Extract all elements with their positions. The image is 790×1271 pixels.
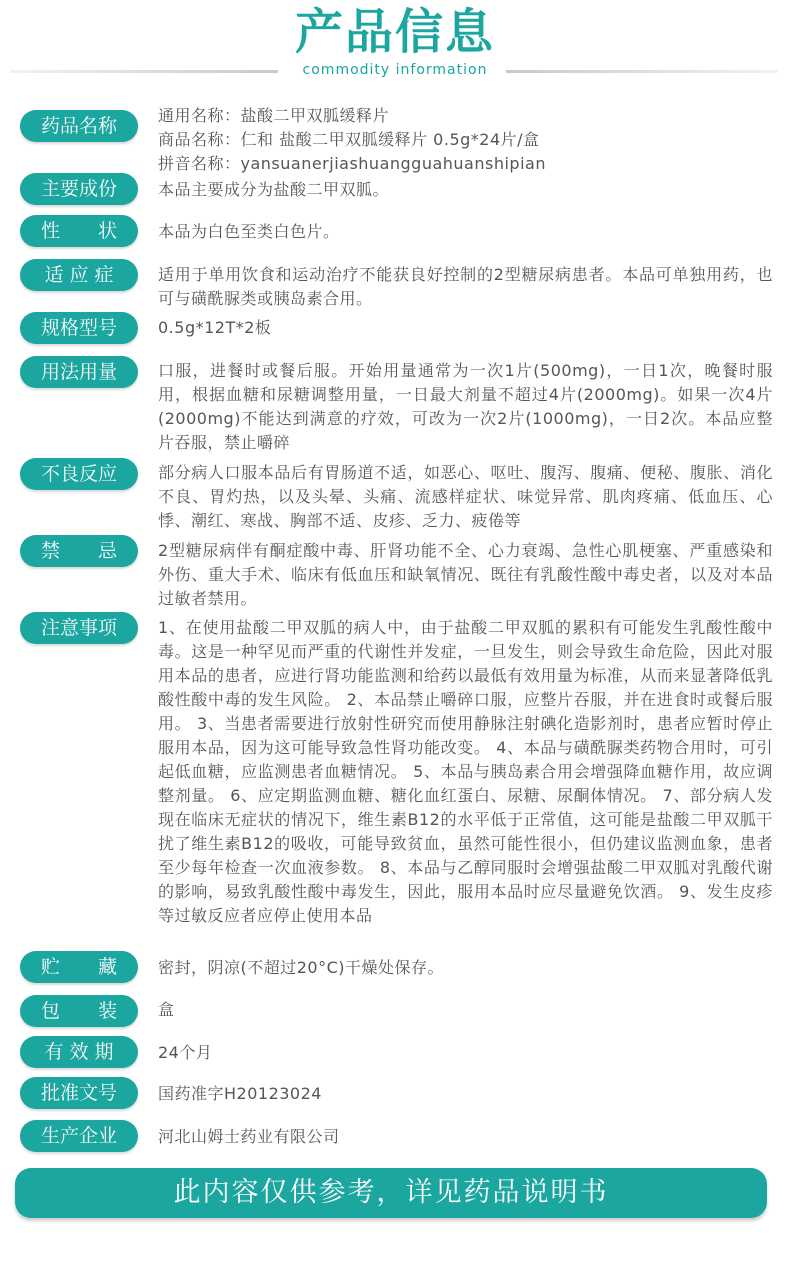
value-precautions: 1、在使用盐酸二甲双胍的病人中，由于盐酸二甲双胍的累积有可能发生乳酸性酸中毒。这是一种罕见而严重的代谢性并发症，一旦发生，则会导致生命危险，因此对服用本品的患者，应进行肾功能监测和给药以最低有效用量为标准，从而来显著降低乳酸性酸中毒的发生风险。 2、本品禁止嚼碎口服，应整片吞服，并在进食时或餐后服用。 3、当患者需要进行放射性研究而使用静脉注射碘化造影剂时，患者应暂时停止服用本品，因为这可能导致急性肾功能改变。 4、本品与磺酰脲类药物合用时，可引起低血糖，应监测患者血糖情况。 5、本品与胰岛素合用会增强降血糖作用，故应调整剂量。 6、应定期监测血糖、糖化血红蛋白、尿糖、尿酮体情况。 7、部分病人发现在临床无症状的情况下，维生素B12的水平低于正常值，这可能是盐酸二甲双胍干扰了维生素B12的吸收，可能导致贫血，虽然可能性很小，但仍建议监测血象，患者至少每年检查一次血液参数。 8、本品与乙醇同服时会增强盐酸二甲双胍对乳酸代谢的影响，易致乳酸性酸中毒发生，因此，服用本品时应尽量避免饮酒。 9、发生皮疹等过敏反应者应停止使用本品	[158, 618, 773, 925]
label-drug-name: 药品名称	[20, 110, 138, 142]
label-specification: 规格型号	[20, 312, 138, 344]
value-side-effects: 部分病人口服本品后有胃肠道不适，如恶心、呕吐、腹泻、腹痛、便秘、腹胀、消化不良、胃灼热，以及头晕、头痛、流感样症状、味觉异常、肌肉疼痛、低血压、心悸、潮红、寒战、胸部不适、皮疹、乏力、疲倦等	[158, 463, 773, 530]
label-storage: 贮 藏	[20, 951, 138, 983]
label-package: 包 装	[20, 995, 138, 1027]
generic-name: 通用名称：盐酸二甲双胍缓释片	[158, 106, 390, 125]
label-appearance: 性 状	[20, 215, 138, 247]
header	[0, 0, 790, 92]
label-shelf-life: 有 效 期	[20, 1036, 138, 1068]
value-specification: 0.5g*12T*2板	[158, 318, 272, 337]
value-dosage: 口服，进餐时或餐后服。开始用量通常为一次1片(500mg)，一日1次，晚餐时服用，根据血糖和尿糖调整用量，一日最大剂量不超过4片(2000mg)。如果一次4片(2000mg)不能达到满意的疗效，可改为一次2片(1000mg)，一日2次。本品应整片吞服，禁止嚼碎	[158, 361, 773, 452]
label-manufacturer: 生产企业	[20, 1120, 138, 1152]
trade-name: 商品名称：仁和 盐酸二甲双胍缓释片 0.5g*24片/盒	[158, 130, 540, 149]
value-approval-number: 国药准字H20123024	[158, 1084, 322, 1103]
value-indications: 适用于单用饮食和运动治疗不能获良好控制的2型糖尿病患者。本品可单独用药，也可与磺酰脲类或胰岛素合用。	[158, 265, 773, 308]
value-manufacturer: 河北山姆士药业有限公司	[158, 1127, 340, 1146]
value-appearance: 本品为白色至类白色片。	[158, 222, 340, 241]
label-ingredients: 主要成份	[20, 173, 138, 205]
pinyin-name: 拼音名称：yansuanerjiashuangguahuanshipian	[158, 154, 546, 173]
label-approval-number: 批准文号	[20, 1077, 138, 1109]
label-side-effects: 不良反应	[20, 458, 138, 490]
value-ingredients: 本品主要成分为盐酸二甲双胍。	[158, 180, 390, 199]
value-contraindications: 2型糖尿病伴有酮症酸中毒、肝肾功能不全、心力衰竭、急性心肌梗塞、严重感染和外伤、重大手术、临床有低血压和缺氧情况、既往有乳酸性酸中毒史者，以及对本品过敏者禁用。	[158, 541, 773, 608]
value-drug-name	[158, 104, 773, 176]
value-package: 盒	[158, 1000, 175, 1019]
label-dosage: 用法用量	[20, 356, 138, 388]
disclaimer-banner: 此内容仅供参考，详见药品说明书	[15, 1168, 767, 1218]
value-shelf-life: 24个月	[158, 1043, 213, 1062]
page-title: 产品信息	[294, 4, 495, 60]
label-contraindications: 禁 忌	[20, 535, 138, 567]
label-precautions: 注意事项	[20, 612, 138, 644]
label-indications: 适 应 症	[20, 259, 138, 291]
page-subtitle: commodity information	[302, 62, 488, 78]
value-storage: 密封，阴凉(不超过20°C)干燥处保存。	[158, 958, 445, 977]
